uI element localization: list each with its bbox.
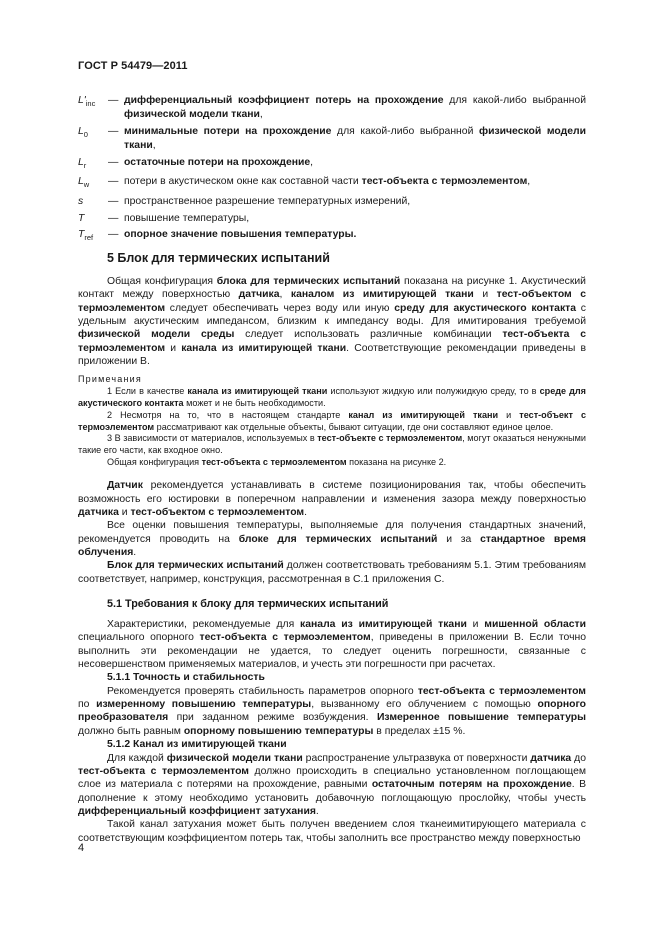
definition-text: минимальные потери на прохождение для какой-либо выбранной физической модели ткани,: [124, 125, 586, 151]
page-number: 4: [78, 842, 85, 854]
paragraph: Общая конфигурация блока для термических испытаний показана на рисунке 1. Акустический контакт между поверхностью датчика, каналом из имитирующей ткани и тест-объектом с термоэлементом следует обеспечивать через воду или иную среду для акустического контакта с удельным акустическим импедансом, близким к импедансу воды. Для имитирования требуемой физической модели среды следует использовать различные комбинации тест-объекта с термоэлементом и канала из имитирующей ткани. Соответствующие рекомендации приведены в приложении В.: [78, 276, 587, 368]
definition-row: [78, 195, 586, 209]
subsection-heading: 5.1 Требования к блоку для термических испытаний: [107, 598, 389, 611]
notes-title: Примечания: [78, 374, 142, 385]
definition-row: [78, 94, 586, 122]
definition-dash: —: [108, 229, 119, 241]
subsection-heading: 5.1.1 Точность и стабильность: [107, 672, 265, 684]
note-4: Общая конфигурация тест-объекта с термоэлементом показана на рисунке 2.: [107, 456, 447, 467]
section-body: [78, 275, 586, 845]
definition-dash: —: [108, 212, 119, 224]
definition-dash: —: [108, 95, 119, 106]
note-2: 2 Несмотря на то, что в настоящем стандарте канал из имитирующей ткани и тест-объект с термоэлементом рассматривают как отдельные объекты, бывают ситуации, где они составляют единое целое.: [78, 409, 586, 432]
paragraph: Рекомендуется проверять стабильность параметров опорного тест-объекта с термоэлементом по измеренному повышению температуры, вызванному его облучением с помощью опорного преобразователя при заданном режиме возбуждения. Измеренное повышение температуры должно быть равным опорному повышению температуры в пределах ±15 %.: [78, 685, 587, 737]
document-header: ГОСТ Р 54479—2011: [78, 60, 188, 72]
definition-symbol: $L_r$: [78, 156, 87, 170]
definition-text: потери в акустическом окне как составной части тест-объекта с термоэлементом,: [124, 176, 531, 188]
definition-row: [78, 212, 586, 226]
definition-symbol: $L_0$: [78, 125, 88, 139]
definition-row: [78, 125, 586, 153]
symbol-definitions: [78, 94, 586, 248]
definition-symbol: s: [78, 195, 84, 207]
definition-text: повышение температуры,: [124, 212, 250, 224]
definition-row: [78, 228, 586, 245]
paragraph: Блок для термических испытаний должен соответствовать требованиям 5.1. Этим требованиям соответствует, например, конструкция, рассмотренная в С.1 приложения С.: [78, 560, 586, 585]
definition-text: пространственное разрешение температурных измерений,: [124, 195, 411, 207]
definition-text: дифференциальный коэффициент потерь на прохождение для какой-либо выбранной физической модели ткани,: [124, 95, 587, 121]
definition-symbol: $T_{ref}$: [78, 229, 94, 243]
paragraph: Характеристики, рекомендуемые для канала из имитирующей ткани и мишенной области специального опорного тест-объекта с термоэлементом, приведены в приложении В. Если точно выполнить эти рекомендации не удается, то следует оценить погрешности, связанные с несовершенством применяемых материалов, и учесть эти погрешности при расчетах.: [78, 619, 587, 671]
note-3: 3 В зависимости от материалов, используемых в тест-объекте с термоэлементом, могут оказаться ненужными такие его части, как входное окно.: [78, 433, 586, 455]
definition-symbol: T: [78, 212, 85, 224]
paragraph: Такой канал затухания может быть получен введением слоя тканеимитирующего материала с соответствующим коэффициентом потерь так, чтобы заполнить все пространство между поверхностью: [78, 819, 586, 844]
definition-symbol: $L_w$: [78, 176, 90, 190]
definition-text: опорное значение повышения температуры.: [124, 229, 357, 241]
definition-symbol: $L'_{inc}$: [78, 95, 96, 109]
definition-dash: —: [108, 156, 119, 168]
definition-dash: —: [108, 195, 119, 207]
definition-row: [78, 175, 586, 192]
paragraph: Датчик рекомендуется устанавливать в системе позиционирования так, чтобы обеспечить возможность его юстировки в поперечном направлении и изменения зазора между поверхностью датчика и тест-объектом с термоэлементом.: [78, 480, 586, 519]
definition-dash: —: [108, 176, 119, 188]
definition-dash: —: [108, 125, 119, 137]
subsection-heading: 5.1.2 Канал из имитирующей ткани: [107, 739, 287, 751]
definition-row: [78, 156, 586, 173]
note-1: 1 Если в качестве канала из имитирующей ткани используют жидкую или полужидкую среду, то в среде для акустического контакта может и не быть необходимости.: [78, 386, 586, 409]
definition-text: остаточные потери на прохождение,: [124, 156, 314, 168]
paragraph: Для каждой физической модели ткани распространение ультразвука от поверхности датчика до тест-объекта с термоэлементом должно происходить в специально установленном поглощающем слое из материала с потерями на прохождение, равными остаточным потерям на прохождение. В дополнение к этому необходимо установить добавочную поглощающую прослойку, чтобы учесть дифференциальный коэффициент затухания.: [78, 752, 586, 817]
paragraph: Все оценки повышения температуры, выполняемые для получения стандартных значений, рекомендуется проводить на блоке для термических испытаний и за стандартное время облучения.: [78, 520, 586, 559]
section-heading: 5 Блок для термических испытаний: [107, 251, 330, 265]
